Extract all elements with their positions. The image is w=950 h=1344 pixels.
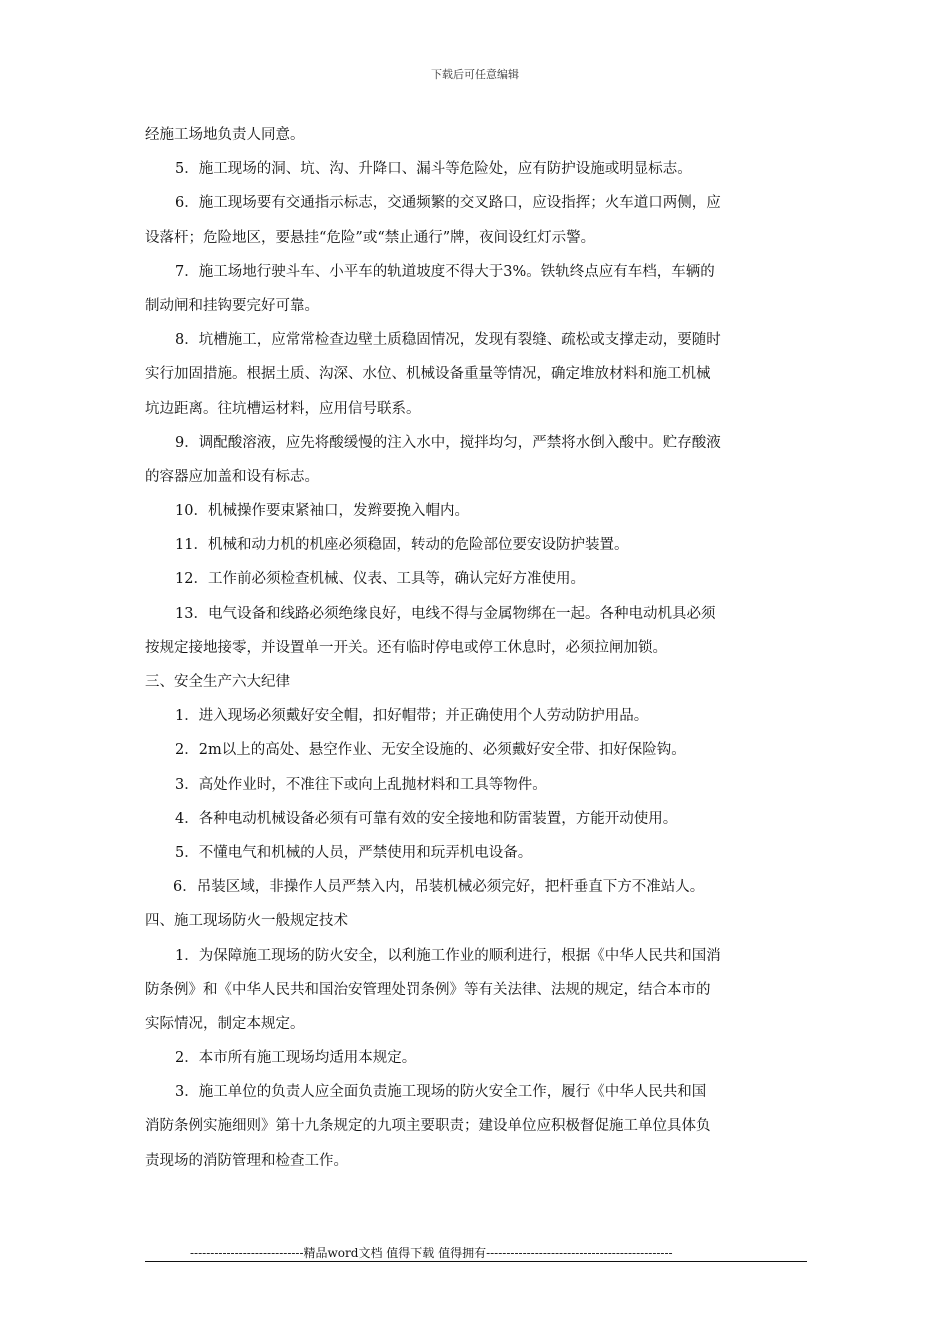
paragraph-line: 3．施工单位的负责人应全面负责施工现场的防火安全工作，履行《中华人民共和国 bbox=[175, 1084, 707, 1101]
paragraph-line: 5．不懂电气和机械的人员，严禁使用和玩弄机电设备。 bbox=[175, 844, 533, 861]
paragraph-line: 制动闸和挂钩要完好可靠。 bbox=[145, 297, 319, 314]
footer-divider bbox=[145, 1261, 807, 1262]
paragraph-line: 1．为保障施工现场的防火安全，以利施工作业的顺利进行，根据《中华人民共和国消 bbox=[175, 947, 721, 964]
paragraph-line: 防条例》和《中华人民共和国治安管理处罚条例》等有关法律、法规的规定，结合本市的 bbox=[145, 981, 711, 998]
paragraph-line: 设落杆；危险地区，要悬挂“危险”或“禁止通行”牌，夜间设红灯示警。 bbox=[145, 229, 596, 246]
paragraph-line: 9．调配酸溶液，应先将酸缓慢的注入水中，搅拌均匀，严禁将水倒入酸中。贮存酸液 bbox=[175, 434, 721, 451]
paragraph-line: 6．吊装区域，非操作人员严禁入内，吊装机械必须完好，把杆垂直下方不准站人。 bbox=[173, 879, 705, 896]
section-heading: 四、施工现场防火一般规定技术 bbox=[145, 913, 348, 930]
paragraph-line: 4．各种电动机械设备必须有可靠有效的安全接地和防雷装置，方能开动使用。 bbox=[175, 810, 678, 827]
paragraph-line: 11．机械和动力机的机座必须稳固，转动的危险部位要安设防护装置。 bbox=[175, 537, 629, 554]
paragraph-line: 按规定接地接零，并设置单一开关。还有临时停电或停工休息时，必须拉闸加锁。 bbox=[145, 639, 667, 656]
paragraph-line: 6．施工现场要有交通指示标志，交通频繁的交叉路口，应设指挥；火车道口两侧，应 bbox=[175, 195, 721, 212]
page-footer: ----------------------------精品word文档 值得下载 值得拥有---------------------------------------------- bbox=[190, 1246, 673, 1260]
paragraph-line: 12．工作前必须检查机械、仪表、工具等，确认完好方准使用。 bbox=[175, 571, 585, 588]
paragraph-line: 13．电气设备和线路必须绝缘良好，电线不得与金属物绑在一起。各种电动机具必须 bbox=[175, 605, 716, 622]
section-heading: 三、安全生产六大纪律 bbox=[145, 674, 290, 690]
paragraph-line: 坑边距离。往坑槽运材料，应用信号联系。 bbox=[145, 400, 421, 417]
page-header: 下载后可任意编辑 bbox=[431, 68, 519, 81]
paragraph-line: 消防条例实施细则》第十九条规定的九项主要职责；建设单位应积极督促施工单位具体负 bbox=[145, 1118, 711, 1135]
paragraph-line: 的容器应加盖和设有标志。 bbox=[145, 468, 319, 485]
paragraph-line: 5．施工现场的洞、坑、沟、升降口、漏斗等危险处，应有防护设施或明显标志。 bbox=[175, 161, 692, 178]
paragraph-line: 1．进入现场必须戴好安全帽，扣好帽带；并正确使用个人劳动防护用品。 bbox=[175, 708, 649, 725]
paragraph-line: 3．高处作业时，不准往下或向上乱抛材料和工具等物件。 bbox=[175, 776, 547, 793]
paragraph-line: 责现场的消防管理和检查工作。 bbox=[145, 1152, 348, 1169]
paragraph-line: 实行加固措施。根据土质、沟深、水位、机械设备重量等情况，确定堆放材料和施工机械 bbox=[145, 366, 711, 383]
paragraph-line: 经施工场地负责人同意。 bbox=[145, 127, 305, 143]
paragraph-line: 10．机械操作要束紧袖口，发辫要挽入帽内。 bbox=[175, 503, 469, 520]
paragraph-line: 8．坑槽施工，应常常检查边壁土质稳固情况，发现有裂缝、疏松或支撑走动，要随时 bbox=[175, 332, 721, 349]
document-body bbox=[145, 118, 807, 1178]
paragraph-line: 7．施工场地行驶斗车、小平车的轨道坡度不得大于3%。铁轨终点应有车档，车辆的 bbox=[175, 263, 715, 280]
paragraph-line: 2．2m以上的高处、悬空作业、无安全设施的、必须戴好安全带、扣好保险钩。 bbox=[175, 742, 686, 759]
paragraph-line: 2．本市所有施工现场均适用本规定。 bbox=[175, 1050, 417, 1067]
paragraph-line: 实际情况，制定本规定。 bbox=[145, 1015, 305, 1032]
